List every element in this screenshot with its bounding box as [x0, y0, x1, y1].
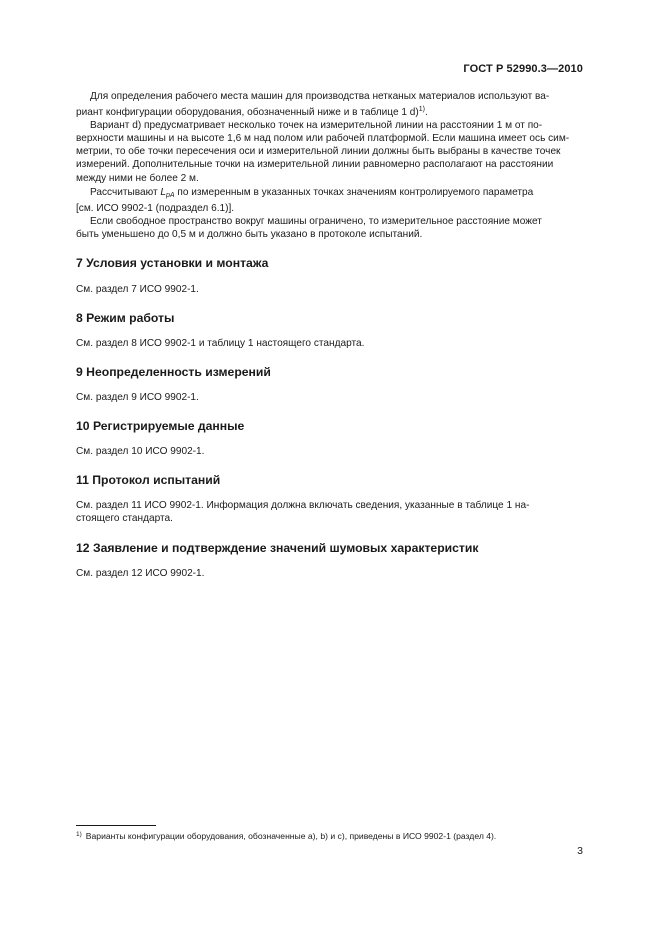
p3-line-1-b: по измеренным в указанных точках значениям контролируемого параметра: [174, 186, 534, 198]
section-9-paragraph: См. раздел 9 ИСО 9902-1.: [76, 392, 199, 403]
section-11-paragraph: [76, 499, 583, 525]
section-7-heading: 7 Условия установки и монтажа: [76, 256, 269, 270]
footnote-separator: [76, 825, 156, 826]
p3-line-2: [см. ИСО 9902-1 (подраздел 6.1)].: [76, 202, 235, 214]
section-8-text: [76, 337, 583, 350]
section-12-text: [76, 567, 583, 580]
section-8-heading: 8 Режим работы: [76, 311, 175, 325]
section-7-text: [76, 283, 583, 296]
paragraph-1: [76, 90, 583, 119]
p3-line-1: [76, 186, 583, 202]
section-11-heading: 11 Протокол испытаний: [76, 473, 221, 487]
section-11-line-1: См. раздел 11 ИСО 9902-1. Информация должна включать сведения, указанные в таблице 1 на-: [76, 500, 530, 511]
section-12-heading: 12 Заявление и подтверждение значений шумовых характеристик: [76, 541, 479, 555]
section-7-paragraph: См. раздел 7 ИСО 9902-1.: [76, 284, 199, 295]
p4-line-2: быть уменьшено до 0,5 м и должно быть указано в протоколе испытаний.: [76, 228, 423, 240]
paragraph-2: [76, 119, 583, 184]
footnote-text: Варианты конфигурации оборудования, обозначенные а), b) и с), приведены в ИСО 9902-1 (раздел 4).: [85, 831, 497, 841]
p1-end: .: [425, 107, 428, 119]
symbol-L: L: [160, 186, 167, 198]
section-10-heading: 10 Регистрируемые данные: [76, 419, 245, 433]
paragraph-4: [76, 215, 583, 241]
footnote: [76, 829, 583, 842]
paragraph-3: [76, 186, 583, 215]
symbol-sub-pA: pA: [166, 191, 175, 199]
section-8-paragraph: См. раздел 8 ИСО 9902-1 и таблицу 1 настоящего стандарта.: [76, 338, 365, 349]
page-number: 3: [577, 845, 583, 857]
standard-code-header: ГОСТ Р 52990.3—2010: [463, 63, 583, 75]
p2-line-1: Вариант d) предусматривает несколько точек на измерительной линии на расстоянии 1 м от по-: [90, 120, 543, 132]
p2-line-2: верхности машины и на высоте 1,6 м над полом или рабочей платформой. Если машина имеет ось сим-: [76, 133, 570, 145]
section-10-text: [76, 445, 583, 458]
section-10-paragraph: См. раздел 10 ИСО 9902-1.: [76, 446, 205, 457]
section-12-paragraph: См. раздел 12 ИСО 9902-1.: [76, 568, 205, 579]
section-9-heading: 9 Неопределенность измерений: [76, 365, 271, 379]
intro-block: [76, 90, 583, 241]
p3-line-1-a: Рассчитывают: [90, 186, 161, 198]
section-11-line-2: стоящего стандарта.: [76, 513, 173, 525]
p1-line-2: [76, 107, 428, 118]
p4-line-1: Если свободное пространство вокруг машины ограничено, то измерительное расстояние может: [90, 215, 542, 227]
p1-line-1: Для определения рабочего места машин для производства нетканых материалов используют ва-: [90, 91, 550, 102]
footnote-ref: 1): [418, 106, 425, 114]
p2-line-4: измерений. Дополнительные точки на измерительной линии равномерно располагают на расстоянии: [76, 159, 554, 171]
section-9-text: [76, 391, 583, 404]
p2-line-3: метрии, то обе точки пересечения оси и измерительной линии должны быть выбраны в качестве точек: [76, 146, 561, 158]
footnote-mark: 1): [76, 831, 82, 838]
p1-line-2-text: риант конфигурации оборудования, обозначенный ниже и в таблице 1 d): [76, 107, 419, 119]
p2-line-5: между ними не более 2 м.: [76, 172, 199, 184]
section-11-text: [76, 499, 583, 525]
